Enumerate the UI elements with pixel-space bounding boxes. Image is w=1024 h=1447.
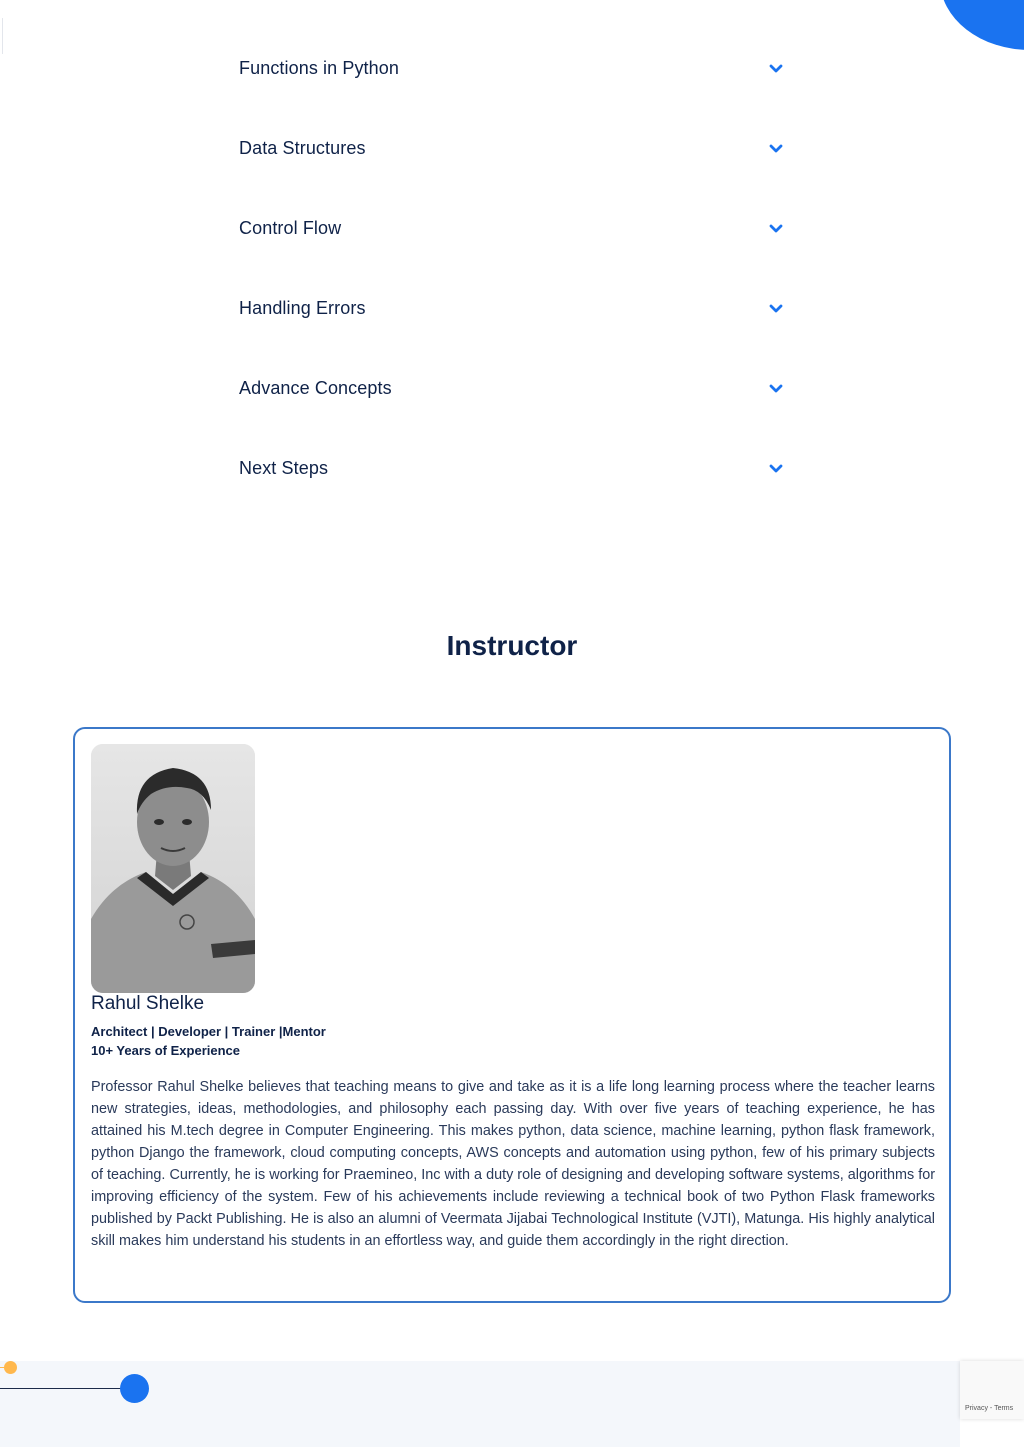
instructor-experience: 10+ Years of Experience: [91, 1043, 240, 1058]
instructor-card: [73, 727, 951, 1303]
curriculum-accordion: [239, 50, 787, 530]
instructor-photo: [91, 744, 255, 993]
accordion-item-data-structures[interactable]: [239, 130, 787, 210]
footer-band: [0, 1361, 960, 1447]
accordion-item-label: Advance Concepts: [239, 378, 392, 398]
decorative-corner-shape: [940, 0, 1024, 50]
accordion-item-advance-concepts[interactable]: [239, 370, 787, 450]
section-title: Instructor: [446, 630, 578, 661]
recaptcha-terms-link[interactable]: Terms: [994, 1405, 1014, 1412]
accordion-item-functions[interactable]: [239, 50, 787, 130]
chevron-down-icon[interactable]: [767, 220, 785, 238]
instructor-bio: Professor Rahul Shelke believes that teaching means to give and take as it is a life long learning process where the teacher learns new strategies, ideas, methodologies, and philosophy each passing day. With over five years of teaching experience, he has attained his M.tech degree in Computer Engineering. This makes python, data science, machine learning, python flask framework, python Django the framework, cloud computing concepts, AWS concepts and automation using python, few of his primary subjects of teaching. Currently, he is working for Praemineo, Inc with a duty role of designing and developing software systems, algorithms for improving efficiency of the system. Few of his achievements include reviewing a technical book of two Python Flask frameworks published by Packt Publishing. He is also an alumni of Veermata Jijabai Technological Institute (VJTI), Matunga. His highly analytical skill makes him understand his students in an effortless way, and guide them accordingly in the right direction.: [91, 1079, 935, 1249]
footer-decoration-circle: [120, 1374, 149, 1403]
instructor-name: Rahul Shelke: [91, 993, 205, 1014]
instructor-portrait-image: [91, 744, 255, 993]
decorative-edge-line: [2, 18, 3, 54]
chevron-down-icon[interactable]: [767, 460, 785, 478]
chevron-down-icon[interactable]: [767, 380, 785, 398]
recaptcha-links: [965, 1405, 1013, 1412]
chevron-down-icon[interactable]: [767, 140, 785, 158]
chevron-down-icon[interactable]: [767, 300, 785, 318]
accordion-item-label: Next Steps: [239, 458, 329, 478]
recaptcha-privacy-link[interactable]: Privacy: [965, 1405, 988, 1412]
footer-decoration-dot: [4, 1361, 17, 1374]
chevron-down-icon[interactable]: [767, 60, 785, 78]
accordion-item-next-steps[interactable]: [239, 450, 787, 530]
instructor-role: Architect | Developer | Trainer |Mentor: [91, 1024, 326, 1039]
accordion-item-label: Handling Errors: [239, 298, 366, 318]
accordion-item-label: Control Flow: [239, 218, 342, 238]
accordion-item-control-flow[interactable]: [239, 210, 787, 290]
accordion-item-label: Data Structures: [239, 138, 366, 158]
footer-decoration-line: [0, 1388, 124, 1389]
accordion-item-label: Functions in Python: [239, 58, 399, 78]
accordion-item-handling-errors[interactable]: [239, 290, 787, 370]
recaptcha-separator: -: [987, 1405, 995, 1412]
